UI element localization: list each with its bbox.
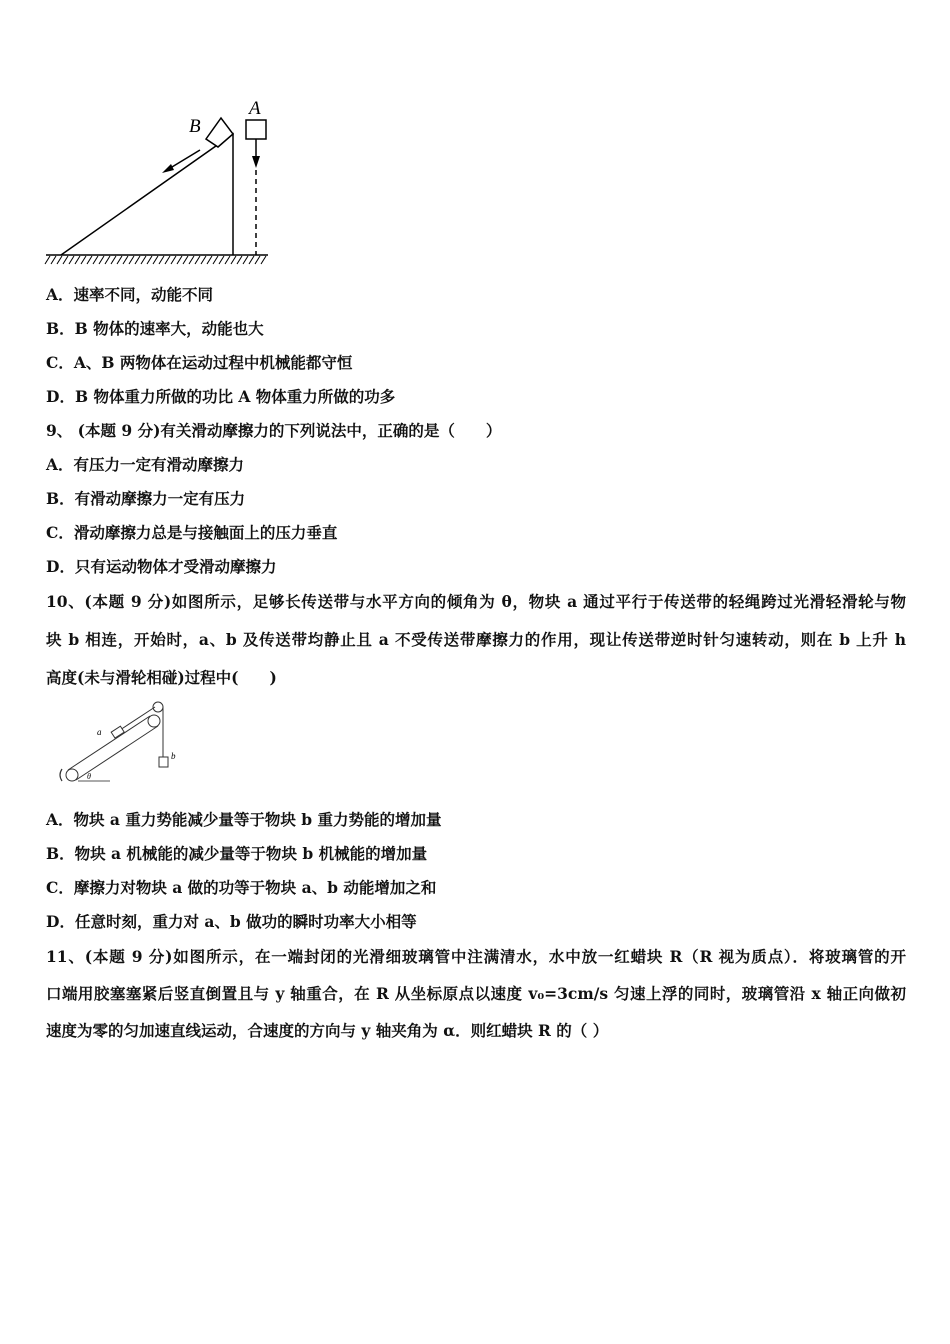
q9-stem: 9、 (本题 9 分)有关滑动摩擦力的下列说法中，正确的是（ ）: [46, 421, 502, 440]
q10-stem-line1: 10、(本题 9 分)如图所示，足够长传送带与水平方向的倾角为 θ，物块 a 通过平行于传送带的轻绳跨过光滑轻滑轮与物: [46, 592, 906, 611]
q10-option-b: B．物块 a 机械能的减少量等于物块 b 机械能的增加量: [46, 844, 428, 863]
q8-option-c: C．A、B 两物体在运动过程中机械能都守恒: [46, 353, 353, 372]
q9-option-c: C．滑动摩擦力总是与接触面上的压力垂直: [46, 523, 338, 542]
label-a: a: [97, 727, 102, 737]
q8-option-a: A．速率不同，动能不同: [46, 285, 214, 304]
label-b: b: [171, 751, 176, 761]
q10-option-a: A．物块 a 重力势能减少量等于物块 b 重力势能的增加量: [46, 810, 442, 829]
q10-stem-line2: 块 b 相连，开始时，a、b 及传送带均静止且 a 不受传送带摩擦力的作用，现让传送带逆时针匀速转动，则在 b 上升 h: [46, 630, 906, 649]
conveyor-figure: [50, 695, 190, 790]
label-b: B: [189, 116, 201, 137]
q11-stem-line2: 口端用胶塞塞紧后竖直倒置且与 y 轴重合，在 R 从坐标原点以速度 v₀=3cm/s 匀速上浮的同时，玻璃管沿 x 轴正向做初: [46, 984, 906, 1003]
q11-stem-line3: 速度为零的匀加速直线运动，合速度的方向与 y 轴夹角为 α．则红蜡块 R 的（ ）: [46, 1021, 609, 1040]
q10-stem-line3: 高度(未与滑轮相碰)过程中( ): [46, 668, 277, 687]
q11-stem-line1: 11、(本题 9 分)如图所示，在一端封闭的光滑细玻璃管中注满清水，水中放一红蜡块 R（R 视为质点）．将玻璃管的开: [46, 947, 906, 966]
label-a: A: [249, 98, 261, 119]
q10-option-d: D．任意时刻，重力对 a、b 做功的瞬时功率大小相等: [46, 912, 417, 931]
label-theta: θ: [87, 772, 91, 781]
q9-option-d: D．只有运动物体才受滑动摩擦力: [46, 557, 277, 576]
q9-option-a: A．有压力一定有滑动摩擦力: [46, 455, 245, 474]
q9-option-b: B．有滑动摩擦力一定有压力: [46, 489, 246, 508]
q8-option-d: D．B 物体重力所做的功比 A 物体重力所做的功多: [46, 387, 396, 406]
q10-option-c: C．摩擦力对物块 a 做的功等于物块 a、b 动能增加之和: [46, 878, 437, 897]
incline-figure: [40, 90, 280, 270]
q8-option-b: B．B 物体的速率大，动能也大: [46, 319, 264, 338]
